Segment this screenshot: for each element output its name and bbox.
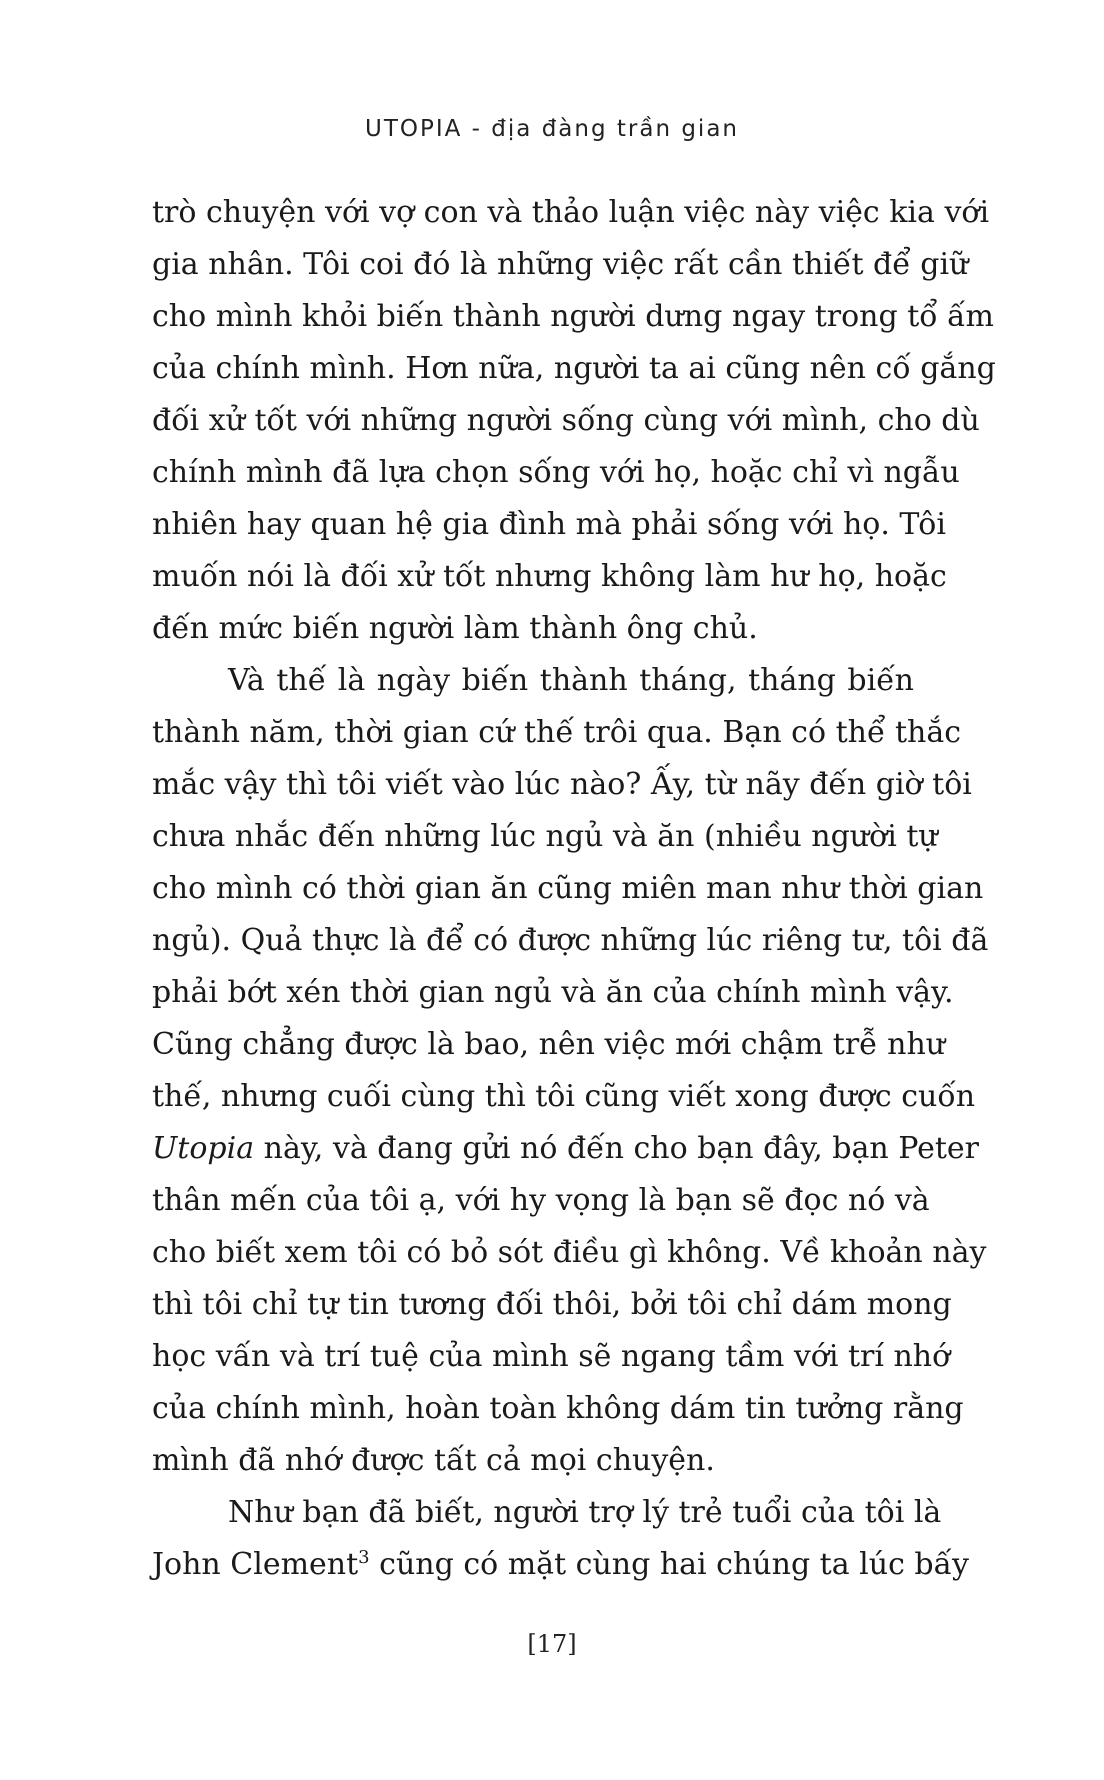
text-line: gia nhân. Tôi coi đó là những việc rất cần thiết để giữ — [152, 247, 969, 282]
text-segment: này, và đang gửi nó đến cho bạn đây, bạn Peter — [254, 1131, 979, 1166]
text-line: cho biết xem tôi có bỏ sót điều gì không. Về khoản này — [152, 1235, 987, 1270]
text-line: đối xử tốt với những người sống cùng với mình, cho dù — [152, 403, 980, 438]
running-header: UTOPIA - địa đàng trần gian — [365, 116, 739, 142]
text-line: Như bạn đã biết, người trợ lý trẻ tuổi của tôi là — [228, 1495, 942, 1530]
text-line: trò chuyện với vợ con và thảo luận việc này việc kia với — [152, 195, 990, 230]
book-title-italic: Utopia — [152, 1131, 255, 1166]
text-line: Cũng chẳng được là bao, nên việc mới chậm trễ như — [152, 1027, 946, 1062]
text-line: chính mình đã lựa chọn sống với họ, hoặc chỉ vì ngẫu — [152, 455, 960, 490]
text-segment: cũng có mặt cùng hai chúng ta lúc bấy — [369, 1547, 969, 1582]
text-line: mắc vậy thì tôi viết vào lúc nào? Ấy, từ nãy đến giờ tôi — [152, 767, 972, 802]
footnote-mark[interactable]: 3 — [358, 1547, 370, 1568]
text-line: muốn nói là đối xử tốt nhưng không làm hư họ, hoặc — [152, 559, 947, 594]
text-line: ngủ). Quả thực là để có được những lúc riêng tư, tôi đã — [152, 923, 989, 958]
body-text — [152, 187, 996, 1591]
text-line: phải bớt xén thời gian ngủ và ăn của chính mình vậy. — [152, 975, 954, 1010]
text-line: chưa nhắc đến những lúc ngủ và ăn (nhiều người tự — [152, 819, 938, 854]
text-line: của chính mình, hoàn toàn không dám tin tưởng rằng — [152, 1391, 964, 1426]
text-line: cho mình khỏi biến thành người dưng ngay trong tổ ấm — [152, 299, 995, 334]
text-line-italic-title — [152, 1123, 979, 1175]
text-line: thế, nhưng cuối cùng thì tôi cũng viết xong được cuốn — [152, 1079, 976, 1114]
text-line: thì tôi chỉ tự tin tương đối thôi, bởi tôi chỉ dám mong — [152, 1287, 952, 1322]
page-number: [17] — [527, 1630, 577, 1658]
text-segment: John Clement — [152, 1547, 359, 1582]
text-line: Và thế là ngày biến thành tháng, tháng biến — [228, 663, 914, 698]
text-line-footnote — [152, 1539, 969, 1591]
text-line: học vấn và trí tuệ của mình sẽ ngang tầm với trí nhớ — [152, 1339, 951, 1374]
text-line: thành năm, thời gian cứ thế trôi qua. Bạn có thể thắc — [152, 715, 962, 750]
text-line: mình đã nhớ được tất cả mọi chuyện. — [152, 1443, 715, 1478]
text-line: thân mến của tôi ạ, với hy vọng là bạn sẽ đọc nó và — [152, 1183, 930, 1218]
text-line: đến mức biến người làm thành ông chủ. — [152, 611, 758, 646]
text-line: cho mình có thời gian ăn cũng miên man như thời gian — [152, 871, 984, 906]
text-line: của chính mình. Hơn nữa, người ta ai cũng nên cố gắng — [152, 351, 996, 386]
text-line: nhiên hay quan hệ gia đình mà phải sống với họ. Tôi — [152, 507, 946, 542]
